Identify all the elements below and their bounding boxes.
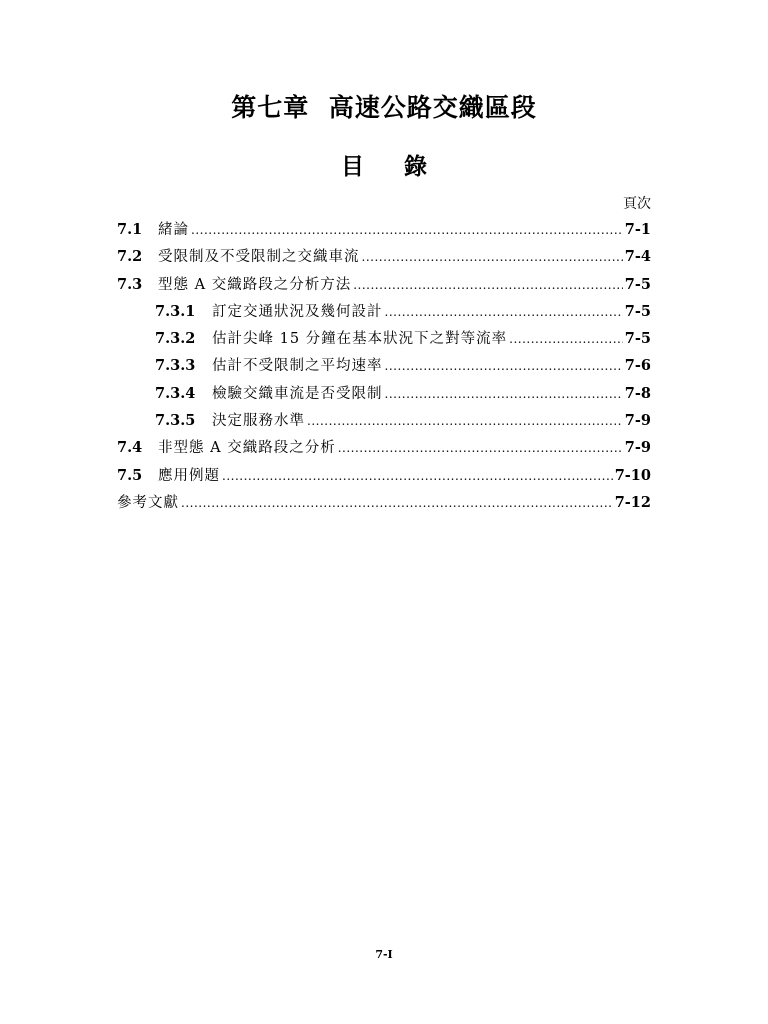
toc-entry-page: 7-10 [614,466,651,484]
dot-leader [181,496,613,510]
toc-entry-label: 緒論 [158,222,189,238]
dot-leader [222,469,613,483]
toc-entry-number: 7.3.4 [155,384,196,402]
toc-entry-number: 7.1 [117,221,143,238]
dot-leader [385,387,623,401]
toc-entry-label: 決定服務水準 [212,413,305,430]
dot-leader [362,250,623,264]
toc-entry-page: 7-9 [624,439,651,457]
toc-entry-label: 應用例題 [158,467,220,484]
toc-entry-number: 7.5 [117,466,143,484]
toc-entry-page: 7-9 [624,412,651,430]
toc-entry-page: 7-5 [624,330,651,348]
dot-leader [338,441,623,455]
toc-entry-7-5[interactable] [117,464,651,491]
toc-entry-page: 7-8 [624,384,651,402]
dot-leader [385,305,623,319]
toc-entry-references[interactable] [117,491,651,518]
toc-entry-label: 訂定交通狀況及幾何設計 [212,303,383,320]
toc-entry-7-3[interactable] [117,273,651,300]
toc-entry-page: 7-4 [624,248,651,266]
toc-entry-7-3-4[interactable] [117,382,651,409]
toc-entry-number: 7.2 [117,248,143,266]
toc-entry-page: 7-5 [624,275,651,293]
toc-entry-7-4[interactable] [117,436,651,463]
toc-entry-label: 型態 A 交織路段之分析方法 [158,276,352,293]
toc-entry-label: 估計不受限制之平均速率 [212,358,383,375]
toc-entry-label: 估計尖峰 15 分鐘在基本狀況下之對等流率 [212,331,508,348]
toc-entry-7-3-5[interactable] [117,409,651,436]
toc-entry-number: 7.3 [117,275,143,293]
toc-entry-number: 7.4 [117,439,143,457]
toc-entry-label: 非型態 A 交織路段之分析 [158,440,336,457]
table-of-contents [117,218,651,518]
page-column-label: 頁次 [623,196,651,212]
toc-entry-page: 7-6 [624,357,651,375]
toc-entry-number: 7.3.3 [155,357,196,375]
toc-entry-page: 7-1 [624,221,651,238]
toc-entry-number: 7.3.2 [155,330,196,348]
toc-entry-label: 參考文獻 [117,494,179,511]
toc-entry-7-2[interactable] [117,245,651,272]
toc-entry-label: 檢驗交織車流是否受限制 [212,385,383,402]
dot-leader [307,414,623,428]
toc-heading [0,148,768,181]
toc-heading-char-1: 目 [341,153,364,180]
dot-leader [353,278,623,292]
toc-entry-7-1[interactable] [117,218,651,245]
toc-entry-7-3-2[interactable] [117,327,651,354]
toc-entry-number: 7.3.1 [155,302,196,320]
dot-leader [509,332,623,346]
toc-entry-page: 7-5 [624,302,651,320]
chapter-title: 第七章 高速公路交織區段 [231,93,537,122]
toc-entry-number: 7.3.5 [155,412,196,430]
dot-leader [191,223,623,237]
toc-entry-page: 7-12 [614,493,651,511]
dot-leader [385,359,623,373]
footer-page-number: 7-I [375,948,393,961]
toc-entry-7-3-1[interactable] [117,300,651,327]
toc-heading-char-2: 錄 [404,153,427,180]
toc-entry-label: 受限制及不受限制之交織車流 [158,249,360,266]
toc-entry-7-3-3[interactable] [117,354,651,381]
